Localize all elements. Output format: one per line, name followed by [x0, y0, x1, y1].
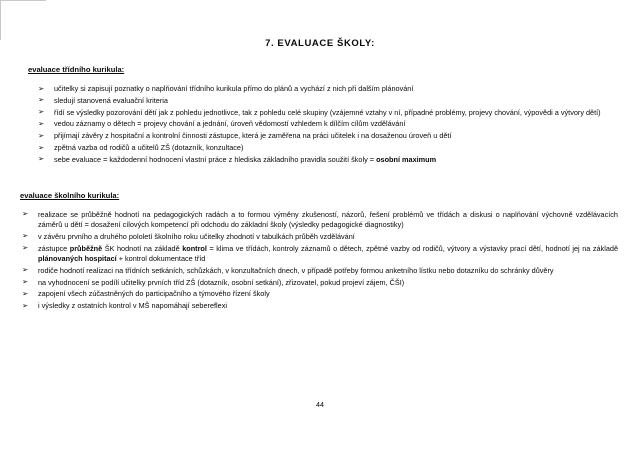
- arrow-bullet-icon: ➢: [38, 154, 45, 164]
- bullet-item: [38, 143, 610, 153]
- bullet-item: [22, 266, 618, 276]
- bullet-item: [38, 96, 610, 106]
- arrow-bullet-icon: ➢: [22, 265, 29, 275]
- section-heading-class-curriculum: evaluace třídního kurikula:: [28, 65, 125, 74]
- arrow-bullet-icon: ➢: [38, 83, 45, 93]
- bullet-item-label: sledují stanovená evaluační kriteria: [54, 95, 168, 105]
- bullet-item-label: přijímají závěry z hospitační a kontrolní činnosti zástupce, která je zaměřena na práci učitelek i na dosaženou úroveň u dětí: [54, 131, 452, 141]
- bullet-item-label: učitelky si zapisují poznatky o naplňování třídního kurikula přímo do plánů a vychází z nich při dalším plánování: [54, 84, 414, 93]
- bullet-item-label: v závěru prvního a druhého pololetí školního roku učitelky zhodnotí v tabulkách průběh vzdělávání: [38, 231, 355, 241]
- page-number: 44: [316, 400, 324, 409]
- bullet-item: [22, 244, 618, 265]
- bullet-item: [38, 155, 610, 165]
- bullet-plain-text: zástupce: [38, 243, 70, 253]
- bullet-item: [22, 210, 618, 231]
- page-edge-top-line: [0, 0, 46, 1]
- arrow-bullet-icon: ➢: [22, 300, 29, 310]
- bullet-item-label: i výsledky z ostatních kontrol v MŠ napomáhají sebereflexi: [38, 301, 227, 311]
- bullet-item: [22, 278, 618, 288]
- bullet-plain-text: = klima ve třídách, kontroly záznamů o dětech, zpětné vazby od rodičů, výtvory a výstavky prací dětí, hodnotí jej na základě: [206, 243, 619, 253]
- arrow-bullet-icon: ➢: [38, 142, 45, 152]
- arrow-bullet-icon: ➢: [22, 277, 29, 287]
- arrow-bullet-icon: ➢: [22, 231, 29, 241]
- arrow-bullet-icon: ➢: [22, 243, 29, 253]
- arrow-bullet-icon: ➢: [38, 95, 45, 105]
- bullet-emphasis-text: plánovaných hospitací: [38, 253, 117, 263]
- bullet-plain-text: + kontrol dokumentace tříd: [116, 253, 206, 263]
- arrow-bullet-icon: ➢: [38, 107, 45, 117]
- page-edge-left-line: [0, 0, 1, 40]
- bullet-list-school-curriculum: [0, 200, 640, 312]
- bullet-item: [38, 131, 610, 141]
- arrow-bullet-icon: ➢: [38, 119, 45, 128]
- bullet-item-label: [54, 155, 436, 164]
- bullet-item-label: rodiče hodnotí realizaci na třídních setkáních, schůzkách, v konzultačních dnech, v případě potřeby formou anketního lístku nebo dotazníku do schránky důvěry: [38, 265, 554, 275]
- bullet-item: [38, 119, 610, 129]
- page-title: 7. EVALUACE ŠKOLY:: [265, 38, 375, 49]
- arrow-bullet-icon: ➢: [22, 209, 29, 219]
- bullet-item: [22, 289, 618, 299]
- bullet-emphasis-text: průběžně: [69, 243, 103, 253]
- bullet-item: [38, 108, 610, 118]
- bullet-emphasis-text: kontrol: [182, 243, 207, 253]
- section-spacer: [0, 167, 640, 191]
- bullet-item-label: zpětná vazba od rodičů a učitelů ZŠ (dotazník, konzultace): [54, 142, 244, 152]
- bullet-item-label: vedou záznamy o dětech = projevy chování a jednání, úroveň vědomostí vzhledem k dílčím cílům vzdělávání: [54, 119, 406, 129]
- bullet-item-label: zapojení všech zúčastněných do participačního a týmového řízení školy: [38, 289, 270, 299]
- bullet-emphasis-text: osobní maximum: [376, 154, 437, 164]
- bullet-item-label: [38, 244, 618, 263]
- bullet-plain-text: ŠK hodnotí na základě: [102, 243, 183, 253]
- bullet-plain-text: sebe evaluace = každodenní hodnocení vlastní práce z hlediska základního pravidla soužití školy =: [54, 154, 377, 164]
- section-heading-school-curriculum: evaluace školního kurikula:: [20, 190, 120, 200]
- bullet-item-label: řídí se výsledky pozorování dětí jak z pohledu jednotlivce, tak z pohledu celé skupiny (vzájemné vztahy v ní, případné problémy, projevy chování, výpovědi a výtvory dětí): [54, 107, 601, 117]
- bullet-item: [22, 232, 618, 242]
- bullet-item: [22, 301, 618, 311]
- bullet-list-class-curriculum: [0, 74, 640, 165]
- bullet-item-label: na vyhodnocení se podílí učitelky prvních tříd ZŠ (dotazník, osobní setkání), zřizovatel, pokud projeví zájem, ČŠI): [38, 277, 405, 287]
- bullet-item-label: realizace se průběžně hodnotí na pedagogických radách a to formou výměny zkušeností, názorů, řešení problémů ve třídách a diskusi o naplňování výchovně vzdělávacích záměrů u dětí = dosažení cílových kompetencí při odchodu do základní školy (výsledky pedagogické diagnostiky): [38, 209, 618, 229]
- arrow-bullet-icon: ➢: [22, 288, 29, 298]
- bullet-item: [38, 84, 610, 94]
- arrow-bullet-icon: ➢: [38, 130, 45, 140]
